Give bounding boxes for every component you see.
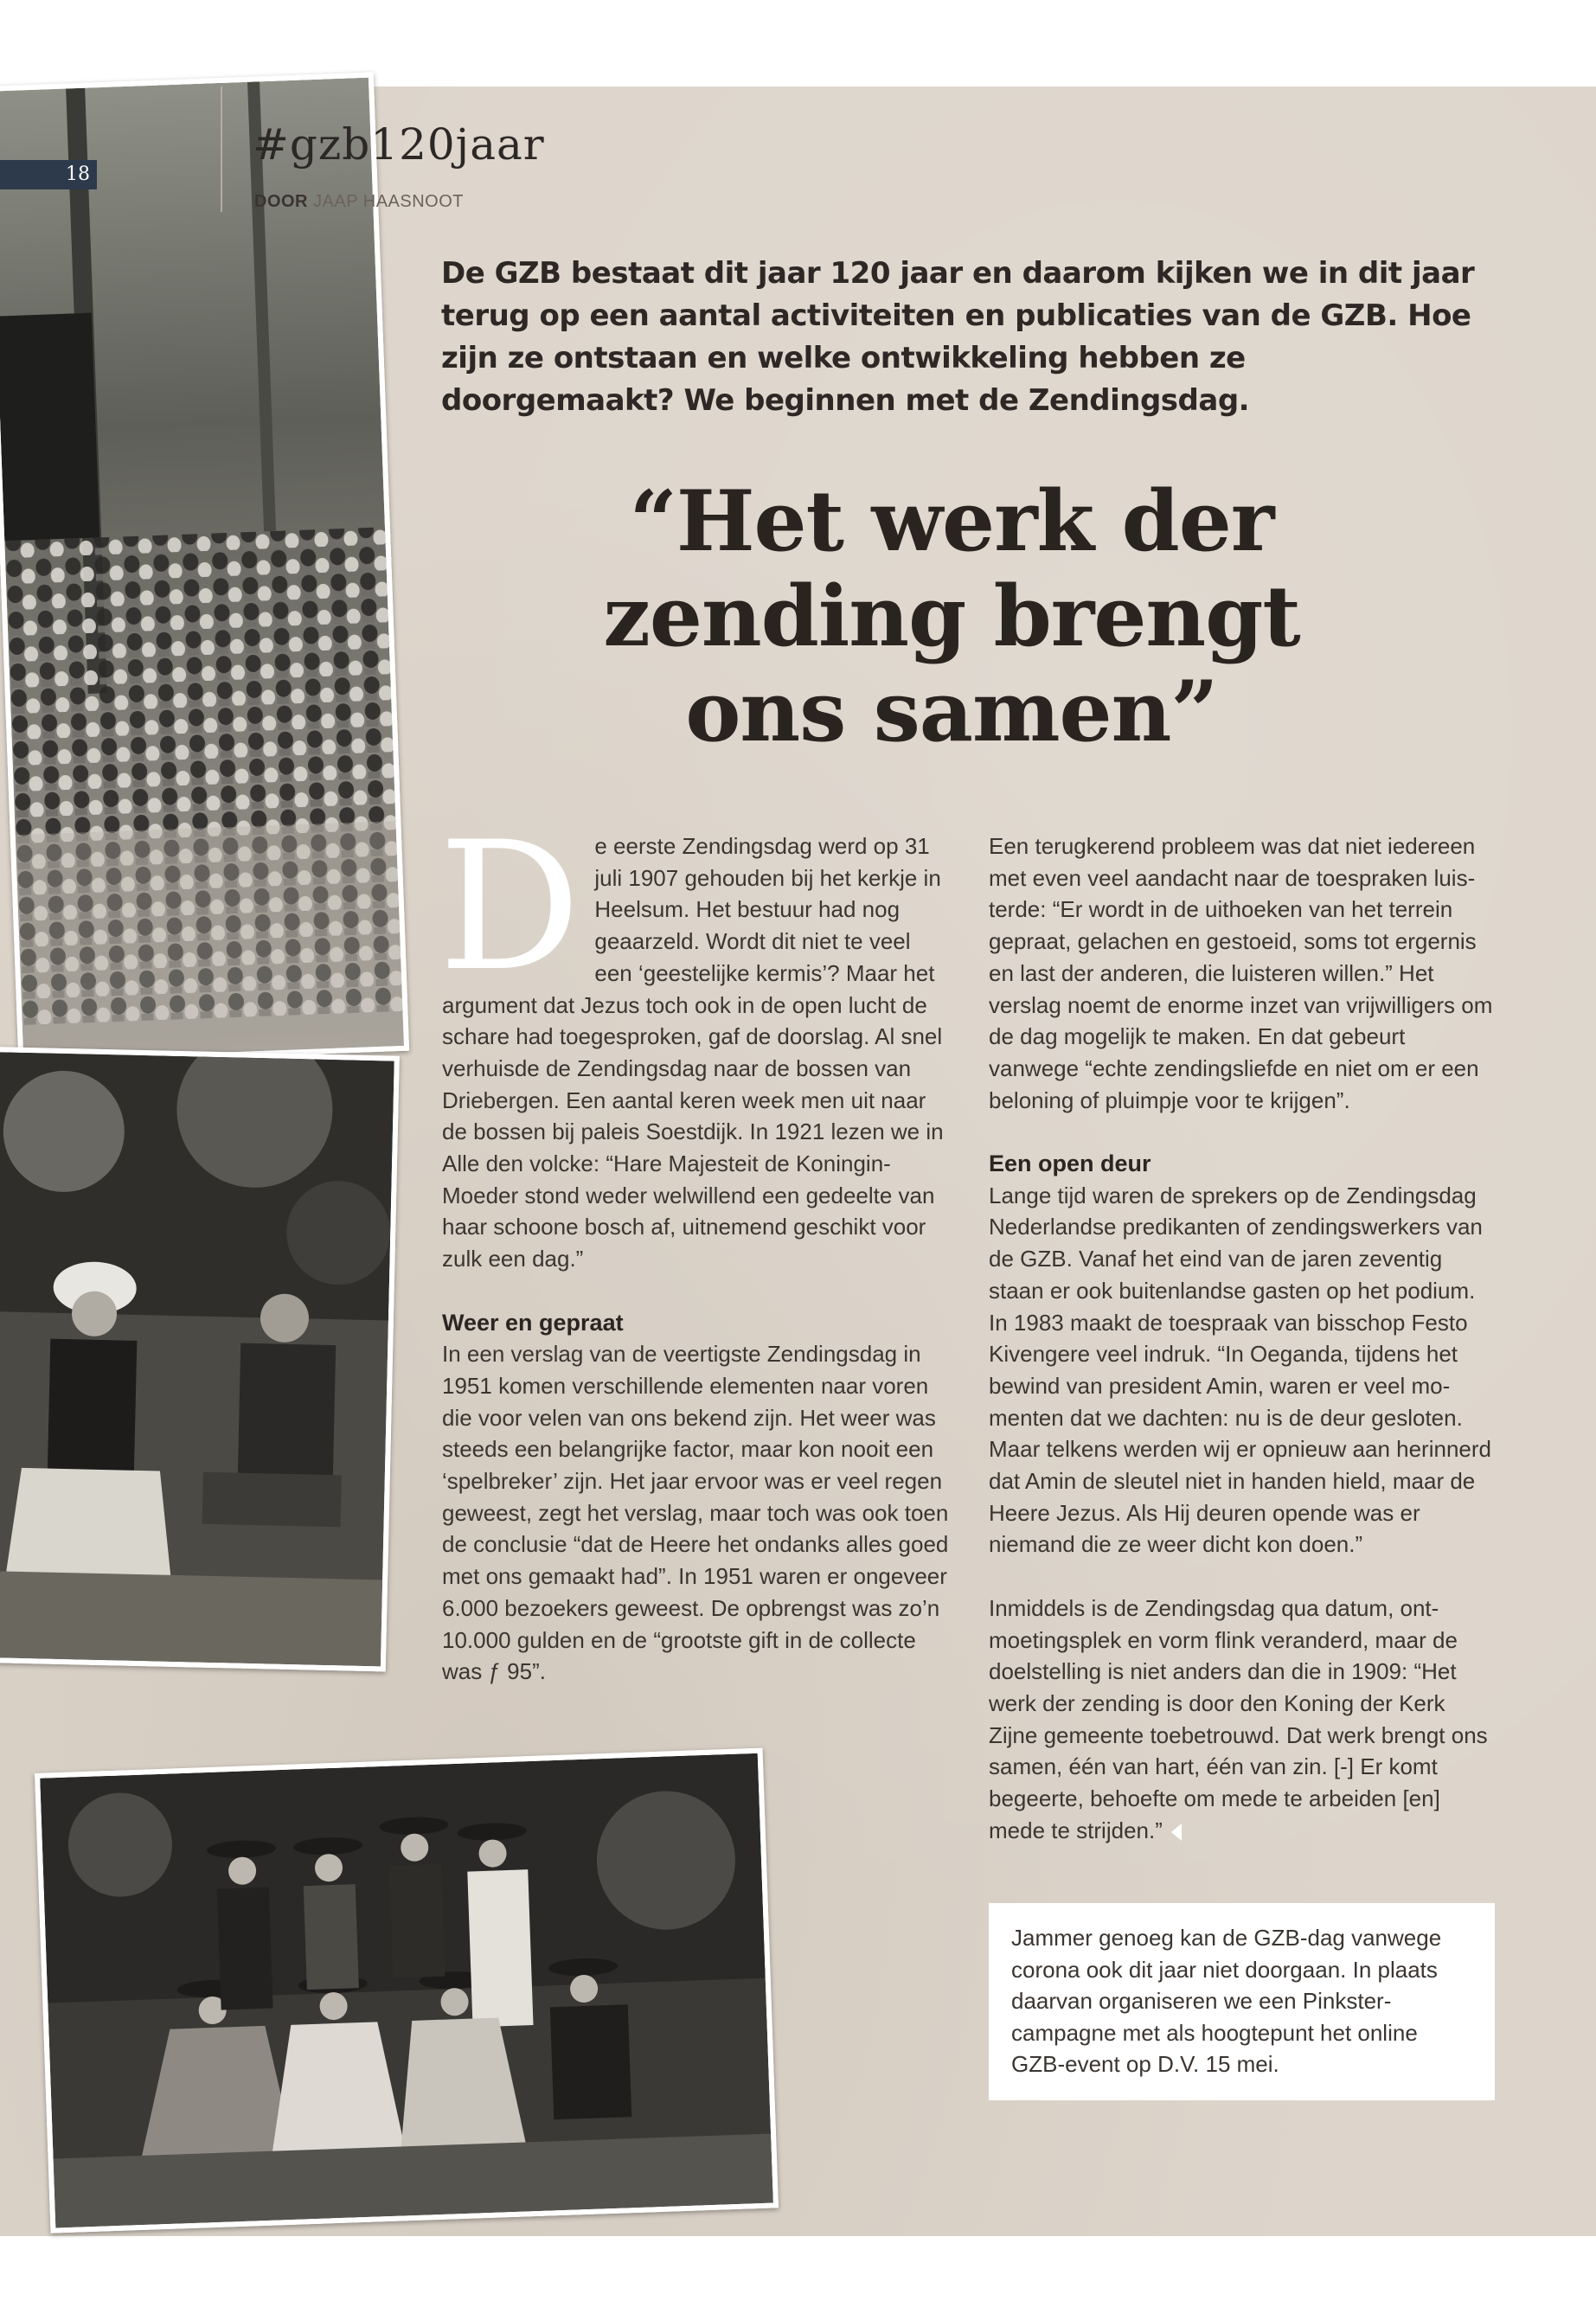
end-mark-icon xyxy=(1171,1823,1182,1841)
byline-author: JAAP HAASNOOT xyxy=(313,192,465,211)
headline-line-1: “Het werk der xyxy=(629,472,1274,570)
paragraph-terugkerend: Een terugkerend probleem was dat niet iedereen met even veel aandacht naar de toespraken luisterde: “Er wordt in de uithoeken van het terrein gepraat, gelachen en gestoeid, soms tot ergernis en last der anderen, die luisteren willen.” Het verslag noemt de enorme inzet van vrijwilligers om de dag mogelijk te maken. En dat gebeurt vanwege “echte zendingsliefde en niet om er een beloning of pluimpje voor te krijgen”. xyxy=(989,833,1493,1113)
photo-crowd-image xyxy=(0,78,404,1060)
paragraph-opening xyxy=(439,804,952,1275)
paragraph-inmiddels xyxy=(989,1593,1499,1847)
subheading-weer: Weer en gepraat xyxy=(442,1309,624,1336)
headline-line-3: ons samen” xyxy=(685,663,1218,760)
photo-couple-seated xyxy=(0,1047,400,1672)
paragraph-gap xyxy=(442,1275,952,1307)
intro-paragraph: De GZB bestaat dit jaar 120 jaar en daarom kijken we in dit jaar terug op een aantal activiteiten en publicaties van de GZB. Hoe zijn ze ontstaan en welke ontwikkeling hebben ze doorgemaakt? We beginnen met de Zendingsdag. xyxy=(441,256,1475,418)
photo-group-image xyxy=(40,1753,773,2228)
paragraph-gap xyxy=(989,1561,1499,1593)
article-column-right xyxy=(989,830,1499,1846)
callout-box: Jammer genoeg kan de GZB-dag vanwege corona ook dit jaar niet doorgaan. In plaats daarvan organiseren we een Pinkstercampagne met als hoogtepunt het online GZB-event op D.V. 15 mei. xyxy=(989,1903,1495,2100)
headline xyxy=(588,474,1315,760)
page-number: 18 xyxy=(66,163,90,185)
header-divider xyxy=(221,87,222,212)
subheading-open-deur: Een open deur xyxy=(989,1150,1151,1177)
photo-couple-image xyxy=(0,1052,394,1666)
dropcap: D xyxy=(439,804,581,1010)
paragraph-opening-text: e eerste Zendingsdag werd op 31 juli 1907 gehouden bij het kerkje in Heelsum. Het bestuur had nog geaarzeld. Wordt dit niet te veel een ‘geestelijke kermis’? Maar het argument dat Jezus toch ook in de open lucht de schare had toegesproken, gaf de doorslag. Al snel verhuisde de Zendingsdag naar de bossen van Driebergen. Een aantal keren week men uit naar de bossen bij paleis Soestdijk. In 1921 lezen we in Alle den volcke: “Hare Majesteit de Koningin-Moeder stond weder welwillend een gedeelte van haar schoone bosch af, uitnemend geschikt voor zulk een dag.” xyxy=(442,833,944,1272)
paragraph-open-deur: Lange tijd waren de sprekers op de Zendingsdag Nederlandse predikanten of zendingswerkers van de GZB. Vanaf het eind van de jaren zeventig staan er ook buitenlandse gasten op het podium. In 1983 maakt de toespraak van bisschop Festo Kivengere veel indruk. “In Oeganda, tijdens het bewind van president Amin, waren er veel momenten dat we dachten: nu is de deur gesloten. Maar telkens werden wij er opnieuw aan herinnerd dat Amin de sleutel niet in handen hield, maar de Heere Jezus. Als Hij deuren opende was er niemand die ze weer dicht kon doen.” xyxy=(989,1182,1491,1558)
byline xyxy=(254,192,464,212)
paragraph-weer: In een verslag van de veertigste Zendingsdag in 1951 komen verschillende elementen naar voren die voor velen van ons bekend zijn. Het weer was steeds een belangrijke factor, maar kon nooit een ‘spelbreker’ zijn. Het jaar ervoor was er veel regen geweest, zegt het verslag, maar toch was ook toen de conclusie “dat de Heere het ondanks alles goed met ons gemaakt had”. In 1951 waren er ongeveer 6.000 bezoekers geweest. De opbrengst was zo’n 10.000 gulden en de “grootste gift in de collecte was ƒ 95”. xyxy=(442,1341,949,1685)
photo-group-portrait xyxy=(35,1748,779,2234)
headline-line-2: zending brengt xyxy=(603,567,1300,665)
paragraph-gap xyxy=(989,1116,1499,1148)
article-column-left xyxy=(439,804,952,1688)
photo-crowd-in-forest xyxy=(0,72,409,1065)
section-hashtag: #gzb120jaar xyxy=(253,119,545,170)
paragraph-inmiddels-text: Inmiddels is de Zendingsdag qua datum, ontmoetingsplek en vorm flink veranderd, maar de doelstelling is niet anders dan die in 1909: “Het werk der zending is door den Koning der Kerk Zijne gemeente toebetrouwd. Dat werk brengt ons samen, één van hart, één van zin. [-] Er komt begeerte, behoefte om mede te arbeiden [en] mede te strijden.” xyxy=(989,1594,1488,1843)
byline-label: DOOR xyxy=(254,192,308,211)
